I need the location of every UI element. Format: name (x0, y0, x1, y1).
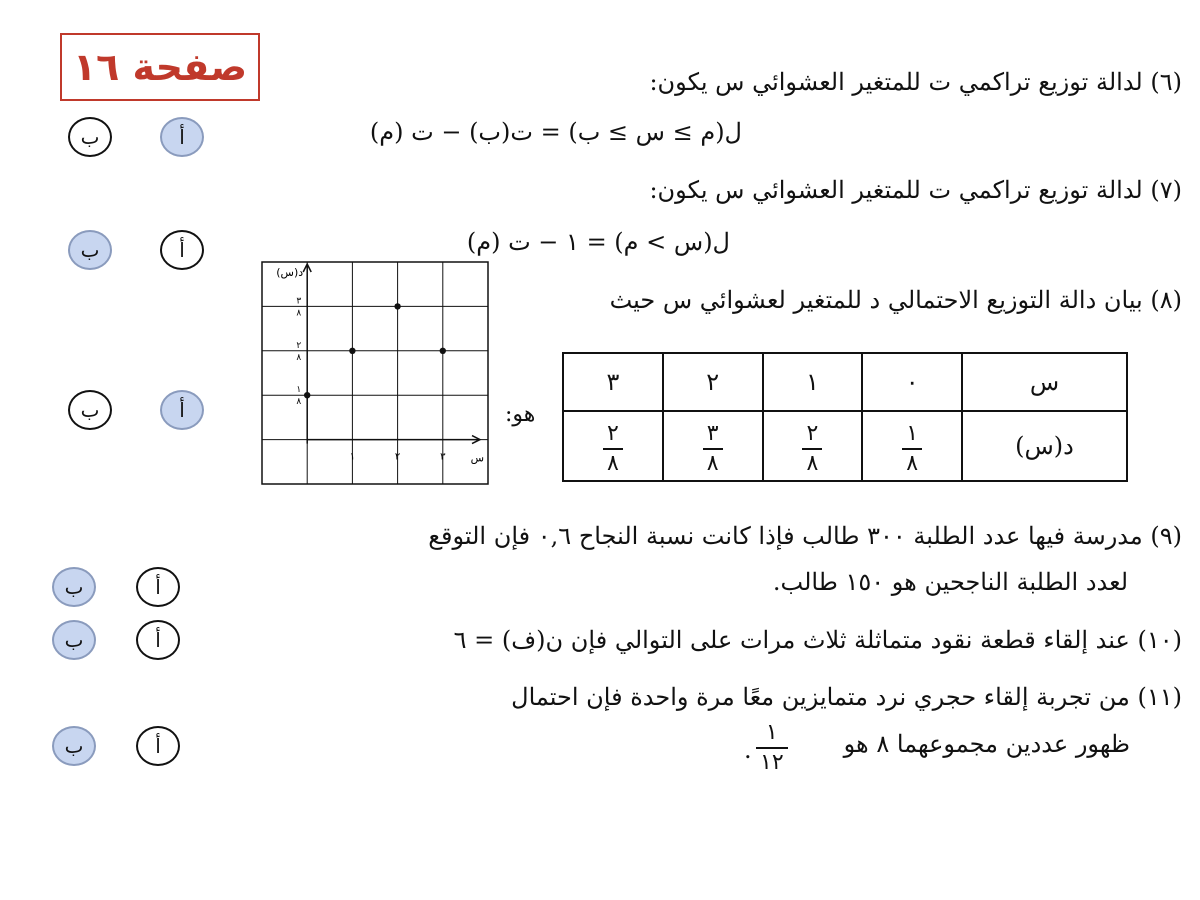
x-axis-label: س (470, 451, 484, 465)
q9-line2: لعدد الطلبة الناجحين هو ١٥٠ طالب. (772, 568, 1128, 596)
q6-choice-a[interactable]: أ (160, 117, 204, 157)
q10-choice-b[interactable]: ب (52, 620, 96, 660)
graph-axes (303, 264, 480, 444)
data-point (304, 392, 310, 398)
q6-line1: (٦) لدالة توزيع تراكمي ت للمتغير العشوائي س يكون: (649, 68, 1182, 96)
q6-line2: ل(م ≥ س ≥ ب) = ت(ب) − ت (م) (369, 118, 742, 146)
y-tick-numerator: ٢ (296, 340, 302, 351)
y-axis-label: د(س) (276, 266, 304, 279)
q7-choice-a[interactable]: أ (160, 230, 204, 270)
table-p-1: $\frac{٢}{٨}$ (763, 411, 863, 481)
huwa-label: هو: (505, 402, 536, 427)
q11-choice-a[interactable]: أ (136, 726, 180, 766)
table-p-2: $\frac{٣}{٨}$ (663, 411, 763, 481)
graph-grid (262, 262, 488, 484)
table-x-0: ٠ (862, 353, 962, 411)
q11-fraction: $\frac{١}{١٢}$ (756, 722, 788, 774)
y-tick-denominator: ٨ (296, 397, 302, 408)
q11-line1: (١١) من تجربة إلقاء حجري نرد متمايزين معًا مرة واحدة فإن احتمال (511, 683, 1182, 711)
q8-choice-b[interactable]: ب (68, 390, 112, 430)
table-p-3: $\frac{٢}{٨}$ (563, 411, 663, 481)
q7-choice-b[interactable]: ب (68, 230, 112, 270)
q11-choice-b[interactable]: ب (52, 726, 96, 766)
q9-choice-a[interactable]: أ (136, 567, 180, 607)
table-header-px: د(س) (962, 411, 1127, 481)
x-tick-label: ١ (349, 451, 356, 463)
y-tick-denominator: ٨ (296, 308, 302, 319)
q7-line1: (٧) لدالة توزيع تراكمي ت للمتغير العشوائي س يكون: (649, 176, 1182, 204)
q10-choice-a[interactable]: أ (136, 620, 180, 660)
table-header-x: س (962, 353, 1127, 411)
q9-choice-b[interactable]: ب (52, 567, 96, 607)
distribution-table (562, 352, 1128, 482)
data-point (394, 303, 400, 309)
q8-line1: (٨) بيان دالة التوزيع الاحتمالي د للمتغير لعشوائي س حيث (609, 286, 1182, 314)
data-point (440, 348, 446, 354)
page-label: صفحة ١٦ (60, 33, 260, 101)
q11-line2: ظهور عددين مجموعهما ٨ هو (843, 730, 1130, 758)
q8-choice-a[interactable]: أ (160, 390, 204, 430)
x-tick-label: ٣ (440, 451, 446, 463)
table-x-3: ٣ (563, 353, 663, 411)
y-tick-denominator: ٨ (296, 352, 302, 363)
table-x-2: ٢ (663, 353, 763, 411)
y-tick-numerator: ٣ (296, 296, 302, 307)
distribution-graph (260, 260, 490, 486)
q11-end: . (744, 736, 752, 764)
y-tick-numerator: ١ (296, 385, 302, 396)
table-x-1: ١ (763, 353, 863, 411)
x-tick-label: ٢ (394, 451, 401, 463)
data-point (349, 348, 355, 354)
table-p-0: $\frac{١}{٨}$ (862, 411, 962, 481)
q9-line1: (٩) مدرسة فيها عدد الطلبة ٣٠٠ طالب فإذا كانت نسبة النجاح ٠,٦ فإن التوقع (428, 522, 1182, 550)
q10-line1: (١٠) عند إلقاء قطعة نقود متماثلة ثلاث مرات على التوالي فإن ن(ف) = ٦ (453, 626, 1182, 654)
q6-choice-b[interactable]: ب (68, 117, 112, 157)
graph-border (262, 262, 488, 484)
q7-line2: ل(س > م) = ١ − ت (م) (466, 228, 730, 256)
